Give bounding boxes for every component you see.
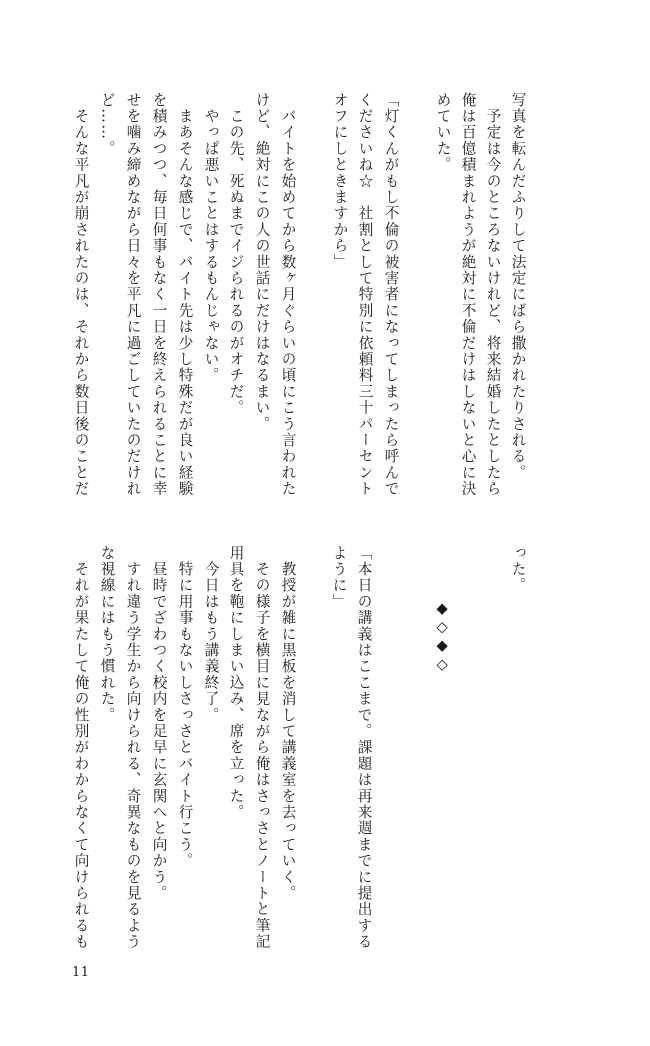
text-column: 予定は今のところないけれど、将来結婚したとしたら	[484, 92, 502, 497]
text-column: ように」	[330, 545, 348, 610]
text-column: ど……。	[98, 92, 116, 157]
text-column: けど、絶対にこの人の世話にだけはなるまい。	[253, 92, 271, 433]
text-column: 「本日の講義はここまで。課題は再来週までに提出する	[355, 545, 373, 950]
text-column: 俺は百億積まれようが絶対に不倫だけはしないと心に決	[459, 92, 477, 497]
text-column: せを噛み締めながら日々を平凡に過ごしていたのだけれ	[124, 92, 142, 497]
text-column: 今日はもう講義終了。	[202, 545, 220, 724]
text-column: 教授が雑に黒板を消して講義室を去っていく。	[279, 545, 297, 902]
text-column: この先、死ぬまでイジられるのがオチだ。	[227, 92, 245, 416]
text-column: くださいね☆ 社割として特別に依頼料三十パーセント	[356, 92, 374, 497]
text-column: 「灯くんがもし不倫の被害者になってしまったら呼んで	[382, 92, 400, 497]
text-column: そんな平凡が崩されたのは、それから数日後のことだ	[72, 92, 90, 497]
text-column: を積みつつ、毎日何事もなく一日を終えられることに幸	[150, 92, 168, 497]
text-column: それが果たして俺の性別がわからなくて向けられるも	[72, 545, 90, 950]
text-column: その様子を横目に見ながら俺はさっさとノートと筆記	[253, 545, 271, 950]
text-column: すれ違う学生から向けられる、奇異なものを見るよう	[124, 545, 142, 950]
section-break-ornament: ◆◇◆◇	[433, 600, 451, 675]
text-column: 特に用事もないしさっさとバイト行こう。	[176, 545, 194, 869]
text-column: 昼時でざわつく校内を足早に玄関へと向かう。	[150, 545, 168, 902]
text-column: やっぱ悪いことはするもんじゃない。	[202, 92, 220, 384]
text-column: 写真を転んだふりして法定にばら撒かれたりされる。	[509, 92, 527, 481]
text-column: バイトを始めてから数ヶ月ぐらいの頃にこう言われた	[279, 92, 297, 497]
text-column: まあそんな感じで、バイト先は少し特殊だが良い経験	[176, 92, 194, 497]
text-column: 用具を鞄にしまい込み、席を立った。	[227, 545, 245, 821]
text-column: な視線にはもう慣れた。	[98, 545, 116, 724]
text-column: った。	[509, 545, 527, 594]
text-column: オフにしときますから」	[331, 92, 349, 271]
page-number: 11	[72, 965, 90, 980]
text-column: めていた。	[434, 92, 452, 173]
